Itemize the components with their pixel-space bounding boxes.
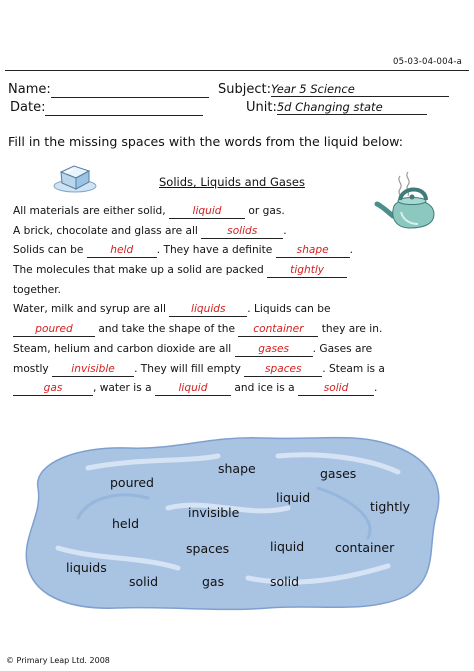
subject-value: Year 5 Science (271, 82, 449, 97)
date-field[interactable] (45, 100, 203, 116)
liquid-word-bank (18, 428, 448, 613)
liquid-puddle-shape (18, 428, 448, 613)
passage-line (13, 241, 463, 261)
subject-label: Subject: (218, 82, 271, 97)
passage-line (13, 261, 463, 281)
passage-text: . Gases are (312, 342, 373, 355)
word-bank-item[interactable]: solid (129, 574, 159, 589)
instruction: Fill in the missing spaces with the words from the liquid below: (8, 134, 404, 149)
passage-text: . Steam is a (322, 362, 385, 375)
word-bank-item[interactable]: held (112, 516, 140, 531)
worksheet-title: Solids, Liquids and Gases (159, 175, 305, 189)
passage-text: and take the shape of the (98, 323, 236, 336)
answer-blank[interactable]: spaces (244, 363, 322, 377)
passage-text: Steam, helium and carbon dioxide are all (13, 342, 232, 355)
subject-row (218, 82, 449, 97)
answer-blank[interactable]: liquid (155, 382, 231, 396)
passage-text: The molecules that make up a solid are packed (13, 264, 264, 277)
passage-text: A brick, chocolate and glass are all (13, 224, 198, 237)
unit-value: 5d Changing state (277, 100, 427, 115)
passage-text: . They have a definite (156, 244, 273, 257)
word-bank-item[interactable]: tightly (370, 499, 411, 514)
word-bank-item[interactable]: solid (270, 574, 300, 589)
passage-text: , water is a (93, 382, 152, 395)
word-bank-item[interactable]: gas (202, 574, 225, 589)
passage-line (13, 202, 463, 222)
passage (13, 202, 463, 399)
answer-blank[interactable]: poured (13, 323, 95, 337)
word-bank-item[interactable]: shape (218, 461, 256, 476)
passage-text: All materials are either solid, (13, 205, 166, 217)
passage-text: . (283, 224, 287, 237)
word-bank-item[interactable]: liquids (66, 560, 107, 575)
word-bank-item[interactable]: container (335, 540, 395, 555)
passage-text: . (374, 382, 378, 395)
passage-text: Water, milk and syrup are all (13, 303, 166, 316)
passage-line (13, 320, 463, 340)
answer-blank[interactable]: tightly (267, 264, 347, 278)
answer-blank[interactable]: gases (235, 343, 313, 357)
answer-blank[interactable]: shape (276, 244, 350, 258)
passage-text: . Liquids can be (247, 303, 331, 316)
passage-text: . (349, 244, 354, 257)
date-row (10, 100, 203, 116)
word-bank-item[interactable]: invisible (188, 505, 240, 520)
answer-blank[interactable]: solids (201, 225, 283, 239)
passage-text: Solids can be (13, 244, 84, 257)
passage-line (13, 340, 463, 360)
answer-blank[interactable]: invisible (52, 363, 134, 377)
ice-cube-icon (52, 158, 98, 198)
passage-text: or gas. (248, 205, 285, 217)
passage-text: together. (13, 283, 62, 296)
unit-row (246, 100, 427, 115)
date-label: Date: (10, 100, 46, 115)
name-field[interactable] (51, 82, 209, 98)
answer-blank[interactable]: liquid (169, 205, 245, 219)
name-row (8, 82, 209, 98)
answer-blank[interactable]: liquids (169, 303, 247, 317)
word-bank-item[interactable]: spaces (186, 541, 230, 556)
answer-blank[interactable]: gas (13, 382, 93, 396)
name-label: Name: (8, 82, 51, 97)
answer-blank[interactable]: solid (298, 382, 374, 396)
answer-blank[interactable]: held (87, 244, 157, 258)
unit-label: Unit: (246, 100, 277, 115)
passage-line (13, 360, 463, 380)
passage-text: and ice is a (234, 382, 295, 395)
answer-blank[interactable]: container (238, 323, 318, 337)
passage-line (13, 281, 463, 301)
worksheet-code: 05-03-04-004-a (393, 57, 462, 67)
passage-text: mostly (13, 362, 49, 375)
word-bank-item[interactable]: liquid (270, 539, 305, 554)
word-bank-item[interactable]: gases (320, 466, 357, 481)
passage-text: they are in. (321, 323, 383, 336)
passage-line (13, 379, 463, 399)
copyright-footer: © Primary Leap Ltd. 2008 (6, 656, 110, 665)
word-bank-item[interactable]: liquid (276, 490, 311, 505)
word-bank-item[interactable]: poured (110, 475, 154, 490)
passage-line (13, 300, 463, 320)
passage-text: . They will fill empty (134, 362, 241, 375)
passage-line (13, 222, 463, 242)
header-divider (5, 70, 469, 71)
